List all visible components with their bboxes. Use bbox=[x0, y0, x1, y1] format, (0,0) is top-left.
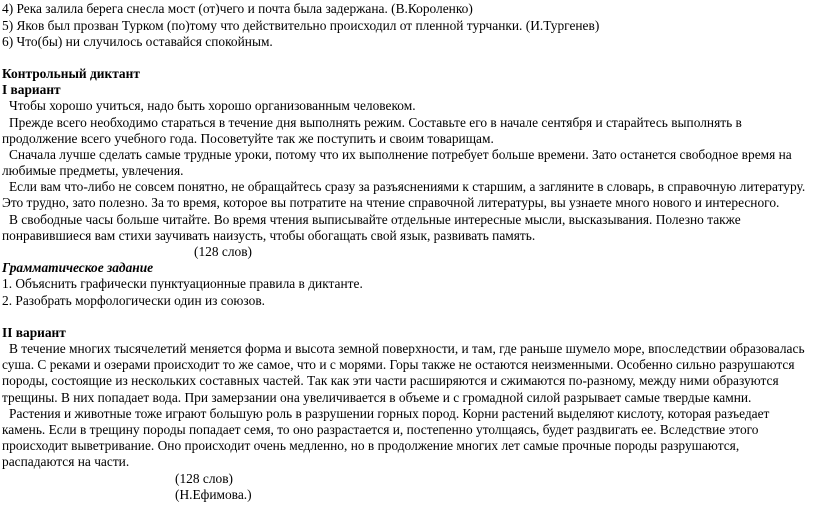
v2-author: (Н.Ефимова.) bbox=[175, 487, 252, 502]
dictation-heading: Контрольный диктант bbox=[2, 66, 140, 81]
v2-paragraph-line: В течение многих тысячелетий меняется форма и высота земной поверхности, и там, где раньше шумело море, впоследствии образовалась bbox=[9, 341, 805, 356]
variant-2-title: II вариант bbox=[2, 325, 66, 340]
v1-paragraph-line: понравившиеся вам стихи заучивать наизусть, чтобы обогащать свой язык, развивать память. bbox=[2, 228, 536, 243]
v2-paragraph-line: камень. Если в трещину породы попадает семя, то оно разрастается и, постепенно утолщаясь, будет раздвигать ее. Вследствие этого bbox=[2, 422, 759, 437]
v1-paragraph-line: Прежде всего необходимо стараться в течение дня выполнять режим. Составьте его в начале сентября и старайтесь выполнять в bbox=[9, 115, 742, 130]
sentence-6: 6) Что(бы) ни случилось оставайся спокойным. bbox=[2, 34, 273, 49]
v1-paragraph-line: Сначала лучше сделать самые трудные уроки, потому что их выполнение потребует больше времени. Зато останется свободное время на bbox=[9, 147, 792, 162]
v1-task-item: 2. Разобрать морфологически один из союзов. bbox=[2, 293, 265, 308]
sentence-5: 5) Яков был прозван Турком (по)тому что действительно происходил от пленной турчанки. (И.Тургенев) bbox=[2, 18, 600, 33]
v1-paragraph-line: Если вам что-либо не совсем понятно, не обращайтесь сразу за разъяснениями к старшим, а загляните в словарь, в справочную литературу. bbox=[9, 179, 806, 194]
v2-word-count: (128 слов) bbox=[175, 471, 233, 486]
v2-paragraph-line: породы, состоящие из нескольких составных частей. Так как эти части расширяются и сжимаются по-разному, между ними образуются bbox=[2, 373, 779, 388]
v2-paragraph-line: распадаются на части. bbox=[2, 454, 130, 469]
v2-paragraph-line: Растения и животные тоже играют большую роль в разрушении горных пород. Корни растений выделяют кислоту, которая разъедает bbox=[9, 406, 770, 421]
v1-paragraph-line: Чтобы хорошо учиться, надо быть хорошо организованным человеком. bbox=[9, 98, 416, 113]
v1-paragraph-line: продолжение всего учебного года. Посоветуйте так же поступить и своим товарищам. bbox=[2, 131, 494, 146]
v1-paragraph-line: Это трудно, зато полезно. За то время, которое вы потратите на чтение справочной литературы, вы узнаете много нового и интересного. bbox=[2, 195, 780, 210]
sentence-4: 4) Река залила берега снесла мост (от)чего и почта была задержана. (В.Короленко) bbox=[2, 1, 473, 16]
v2-paragraph-line: суша. С реками и озерами происходит то же самое, что и с морями. Горы также не остаются неизменными. Особенно сильно разрушаются bbox=[2, 357, 795, 372]
v2-paragraph-line: трещины. В них попадает вода. При замерзании она увеличивается в объеме и с громадной силой разрывает самые твердые камни. bbox=[2, 390, 752, 405]
v2-paragraph-line: происходит выветривание. Оно происходит очень медленно, но в продолжение многих лет самые прочные породы разрушаются, bbox=[2, 438, 740, 453]
v1-paragraph-line: В свободные часы больше читайте. Во время чтения выписывайте отдельные интересные мысли, высказывания. Полезно также bbox=[9, 212, 741, 227]
v1-task-item: 1. Объяснить графически пунктуационные правила в диктанте. bbox=[2, 276, 363, 291]
v1-word-count: (128 слов) bbox=[194, 244, 252, 259]
v1-paragraph-line: любимые предметы, увлечения. bbox=[2, 163, 184, 178]
v1-grammar-task-title: Грамматическое задание bbox=[2, 260, 154, 275]
variant-1-title: I вариант bbox=[2, 82, 61, 97]
